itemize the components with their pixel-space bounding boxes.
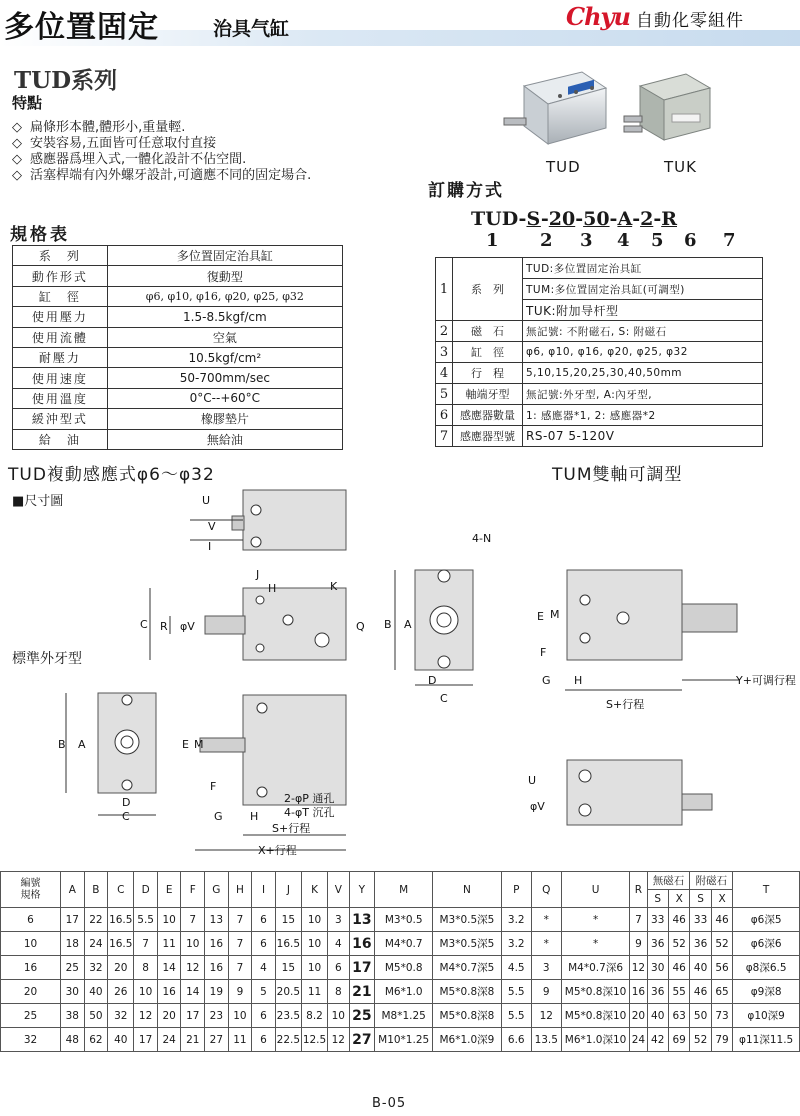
diamond-icon: ◇ xyxy=(12,136,22,151)
table-cell: 11 xyxy=(228,1028,252,1052)
col-header: M xyxy=(375,872,433,908)
table-cell: 13.5 xyxy=(531,1028,561,1052)
col-header: T xyxy=(733,872,800,908)
table-cell: φ11深11.5 xyxy=(733,1028,800,1052)
dim-label-J: J xyxy=(256,568,260,581)
table-cell: 10 xyxy=(157,908,181,932)
order-row-label: 感應器型號 xyxy=(453,426,523,447)
col-header: V xyxy=(328,872,349,908)
table-cell: 40 xyxy=(690,956,711,980)
table-cell: 24 xyxy=(630,1028,647,1052)
table-cell: 40 xyxy=(84,980,108,1004)
table-cell: 10 xyxy=(228,1004,252,1028)
table-cell: 5.5 xyxy=(134,908,158,932)
diamond-icon: ◇ xyxy=(12,152,22,167)
table-cell: 25 xyxy=(61,956,85,980)
table-cell: 9 xyxy=(531,980,561,1004)
table-cell: 16 xyxy=(205,932,229,956)
spec-value: 橡膠墊片 xyxy=(107,409,342,429)
table-cell: 33 xyxy=(690,908,711,932)
diamond-icon: ◇ xyxy=(12,120,22,135)
table-cell: 4.5 xyxy=(501,956,531,980)
order-row-label: 系 列 xyxy=(453,258,523,321)
table-cell: 21 xyxy=(349,980,375,1004)
dim-label-R: R xyxy=(160,620,168,633)
order-row-desc: φ6, φ10, φ16, φ20, φ25, φ32 xyxy=(523,342,763,363)
dim-label-phiV: φV xyxy=(180,620,195,633)
table-cell: 36 xyxy=(690,932,711,956)
table-cell: 46 xyxy=(690,980,711,1004)
spec-value: 50-700mm/sec xyxy=(107,368,342,388)
table-cell: 17 xyxy=(349,956,375,980)
col-header: F xyxy=(181,872,205,908)
dim-label-Q: Q xyxy=(356,620,365,633)
sub-header: S xyxy=(647,890,668,908)
table-cell: 7 xyxy=(228,932,252,956)
table-cell: 10 xyxy=(301,956,327,980)
table-cell: M3*0.5深5 xyxy=(433,908,502,932)
table-cell: 38 xyxy=(61,1004,85,1028)
table-cell: 16 xyxy=(205,956,229,980)
spec-table xyxy=(12,245,343,450)
table-cell: 3 xyxy=(328,908,349,932)
table-cell: 73 xyxy=(711,1004,732,1028)
dim-label-C2: C xyxy=(440,692,448,705)
table-cell: 32 xyxy=(108,1004,134,1028)
order-row-desc: 1: 感應器*1, 2: 感應器*2 xyxy=(523,405,763,426)
dim-label-Y: Y+可调行程 xyxy=(736,674,796,687)
table-cell: 52 xyxy=(668,932,689,956)
table-row xyxy=(1,932,800,956)
table-cell: M4*0.7深5 xyxy=(433,956,502,980)
table-cell: 24 xyxy=(84,932,108,956)
table-cell: 11 xyxy=(301,980,327,1004)
diamond-icon: ◇ xyxy=(12,168,22,183)
table-row xyxy=(1,956,800,980)
table-cell: M4*0.7 xyxy=(375,932,433,956)
order-table xyxy=(435,257,763,447)
table-cell: 15 xyxy=(275,956,301,980)
table-cell: 11 xyxy=(157,932,181,956)
order-row-desc: RS-07 5-120V xyxy=(523,426,763,447)
dim-label-G2: G xyxy=(214,810,223,823)
order-row-num: 4 xyxy=(436,363,453,384)
spec-value: φ6, φ10, φ16, φ20, φ25, φ32 xyxy=(107,286,342,306)
dim-label-F2: F xyxy=(210,780,217,793)
table-cell: φ9深8 xyxy=(733,980,800,1004)
table-cell: 46 xyxy=(711,908,732,932)
tud-photo-label: TUD xyxy=(546,158,581,176)
table-cell: M10*1.25 xyxy=(375,1028,433,1052)
table-cell: 7 xyxy=(134,932,158,956)
table-cell: 6.6 xyxy=(501,1028,531,1052)
dimension-label: ■尺寸圖 xyxy=(12,494,64,509)
table-cell: 7 xyxy=(228,956,252,980)
table-cell: 36 xyxy=(647,932,668,956)
dim-label-B: B xyxy=(384,618,392,631)
dim-label-M2: M xyxy=(194,738,204,751)
table-row xyxy=(1,1028,800,1052)
order-row-desc: TUD:多位置固定治具缸 xyxy=(523,258,763,279)
dim-label-phiV2: φV xyxy=(530,800,545,813)
table-cell: * xyxy=(531,908,561,932)
table-cell: 4 xyxy=(328,932,349,956)
col-header: B xyxy=(84,872,108,908)
order-row-desc: 無記號: 不附磁石, S: 附磁石 xyxy=(523,321,763,342)
order-row-label: 行 程 xyxy=(453,363,523,384)
dim-label-V: V xyxy=(208,520,216,533)
table-cell: 12 xyxy=(630,956,647,980)
row-id: 16 xyxy=(1,956,61,980)
col-header: Q xyxy=(531,872,561,908)
table-cell: 6 xyxy=(328,956,349,980)
table-cell: 7 xyxy=(181,908,205,932)
table-cell: 20.5 xyxy=(275,980,301,1004)
tum-section-title: TUM雙軸可調型 xyxy=(552,465,683,485)
table-cell: φ10深9 xyxy=(733,1004,800,1028)
table-cell: 23 xyxy=(205,1004,229,1028)
dim-label-S: S+行程 xyxy=(606,698,645,711)
spec-value: 1.5-8.5kgf/cm xyxy=(107,307,342,327)
table-cell: 10 xyxy=(301,908,327,932)
table-cell: 12.5 xyxy=(301,1028,327,1052)
table-cell: 79 xyxy=(711,1028,732,1052)
group-header-no-magnet: 無磁石 xyxy=(647,872,690,890)
dim-label-K: K xyxy=(330,580,338,593)
dim-label-A: A xyxy=(404,618,412,631)
dim-table-header xyxy=(1,872,800,890)
col-header: G xyxy=(205,872,229,908)
order-row-label: 缸 徑 xyxy=(453,342,523,363)
dim-label-B2: B xyxy=(58,738,66,751)
order-heading: 訂購方式 xyxy=(428,181,504,201)
table-cell: 56 xyxy=(711,956,732,980)
spec-value: 多位置固定治具缸 xyxy=(107,246,342,266)
feature-item: ◇ 活塞桿端有內外螺牙設計,可適應不同的固定場合. xyxy=(12,168,312,183)
features-list xyxy=(12,120,311,184)
dim-label-U: U xyxy=(202,494,211,507)
table-cell: 36 xyxy=(647,980,668,1004)
table-cell: 16.5 xyxy=(275,932,301,956)
table-cell: M3*0.5 xyxy=(375,908,433,932)
dim-label-E: E xyxy=(537,610,544,623)
table-cell: 40 xyxy=(647,1004,668,1028)
brand-logo: Chyu xyxy=(566,2,630,31)
table-cell: 6 xyxy=(252,908,276,932)
table-cell: 15 xyxy=(275,908,301,932)
dim-label-C3: C xyxy=(122,810,130,823)
dim-label-H3: H xyxy=(250,810,259,823)
table-cell: 5.5 xyxy=(501,980,531,1004)
col-header: Y xyxy=(349,872,375,908)
dim-label-H2: H xyxy=(574,674,583,687)
table-cell: 12 xyxy=(328,1028,349,1052)
order-row-desc: TUM:多位置固定治具缸(可調型) xyxy=(523,279,763,300)
table-cell: 10 xyxy=(328,1004,349,1028)
standard-thread-label: 標準外牙型 xyxy=(12,651,82,667)
tuk-photo-label: TUK xyxy=(664,158,697,176)
table-cell: M6*1.0深9 xyxy=(433,1028,502,1052)
dim-label-E2: E xyxy=(182,738,189,751)
dim-label-U2: U xyxy=(528,774,537,787)
table-cell: 16 xyxy=(349,932,375,956)
table-cell: φ6深5 xyxy=(733,908,800,932)
order-row-num: 3 xyxy=(436,342,453,363)
sub-header: X xyxy=(668,890,689,908)
order-row-desc: 無記號:外牙型, A:內牙型, xyxy=(523,384,763,405)
row-id: 32 xyxy=(1,1028,61,1052)
table-cell: 25 xyxy=(349,1004,375,1028)
table-cell: M5*0.8 xyxy=(375,956,433,980)
table-cell: 5 xyxy=(252,980,276,1004)
table-cell: 6 xyxy=(252,1028,276,1052)
order-row-num: 5 xyxy=(436,384,453,405)
col-header: E xyxy=(157,872,181,908)
order-row-desc: 5,10,15,20,25,30,40,50mm xyxy=(523,363,763,384)
table-cell: 16.5 xyxy=(108,908,134,932)
table-cell: 50 xyxy=(690,1004,711,1028)
table-cell: M5*0.8深10 xyxy=(561,1004,630,1028)
tud-photo xyxy=(496,66,616,156)
table-cell: 16 xyxy=(630,980,647,1004)
table-cell: 17 xyxy=(61,908,85,932)
col-header: A xyxy=(61,872,85,908)
dimension-drawings xyxy=(0,480,800,860)
spec-value: 無給油 xyxy=(107,429,342,449)
table-cell: 42 xyxy=(647,1028,668,1052)
table-cell: 32 xyxy=(84,956,108,980)
spec-key: 使用壓力 xyxy=(13,307,108,327)
col-header: P xyxy=(501,872,531,908)
table-cell: * xyxy=(561,932,630,956)
dim-label-C: C xyxy=(140,618,148,631)
dim-label-D2: D xyxy=(122,796,131,809)
col-header: C xyxy=(108,872,134,908)
table-cell: M6*1.0深10 xyxy=(561,1028,630,1052)
table-cell: 30 xyxy=(61,980,85,1004)
page-number: B-05 xyxy=(372,1096,407,1111)
table-cell: φ8深6.5 xyxy=(733,956,800,980)
dim-label-G: G xyxy=(542,674,551,687)
table-cell: 20 xyxy=(108,956,134,980)
table-cell: 12 xyxy=(134,1004,158,1028)
dim-label-D: D xyxy=(428,674,437,687)
order-row-label: 感應器數量 xyxy=(453,405,523,426)
tuk-photo xyxy=(620,66,720,156)
order-row-num: 6 xyxy=(436,405,453,426)
table-row xyxy=(1,980,800,1004)
spec-key: 耐壓力 xyxy=(13,347,108,367)
feature-item: ◇ 安裝容易,五面皆可任意取付直接 xyxy=(12,136,217,151)
table-cell: 17 xyxy=(134,1028,158,1052)
spec-key: 使用流體 xyxy=(13,327,108,347)
spec-key: 使用溫度 xyxy=(13,388,108,408)
table-row xyxy=(1,908,800,932)
table-cell: 19 xyxy=(205,980,229,1004)
spec-key: 動作形式 xyxy=(13,266,108,286)
table-cell: 3.2 xyxy=(501,908,531,932)
spec-heading: 規格表 xyxy=(10,225,70,245)
table-cell: 9 xyxy=(228,980,252,1004)
col-header: J xyxy=(275,872,301,908)
table-cell: 18 xyxy=(61,932,85,956)
table-cell: * xyxy=(561,908,630,932)
feature-item: ◇ 感應器爲埋入式,一體化設計不佔空間. xyxy=(12,152,247,167)
table-cell: 10 xyxy=(301,932,327,956)
table-cell: 12 xyxy=(181,956,205,980)
col-header: D xyxy=(134,872,158,908)
dim-label-T: 4-φT 沉孔 xyxy=(284,806,335,819)
table-cell: 20 xyxy=(630,1004,647,1028)
table-cell: 10 xyxy=(181,932,205,956)
tud-section-title: TUD複動感應式φ6～φ32 xyxy=(8,465,215,485)
table-cell: M6*1.0 xyxy=(375,980,433,1004)
col-header: H xyxy=(228,872,252,908)
dim-label-X: X+行程 xyxy=(258,844,297,857)
table-cell: 7 xyxy=(228,908,252,932)
table-cell: 22.5 xyxy=(275,1028,301,1052)
spec-value: 10.5kgf/cm² xyxy=(107,347,342,367)
table-cell: 50 xyxy=(84,1004,108,1028)
spec-key: 缸 徑 xyxy=(13,286,108,306)
table-cell: 6 xyxy=(252,932,276,956)
sub-header: X xyxy=(711,890,732,908)
order-row-label: 磁 石 xyxy=(453,321,523,342)
col-header: I xyxy=(252,872,276,908)
col-header: N xyxy=(433,872,502,908)
page-subtitle: 治具气缸 xyxy=(213,18,290,40)
table-cell: 13 xyxy=(205,908,229,932)
table-cell: 8 xyxy=(134,956,158,980)
row-id: 20 xyxy=(1,980,61,1004)
group-header-magnet: 附磁石 xyxy=(690,872,733,890)
row-id: 10 xyxy=(1,932,61,956)
table-cell: 33 xyxy=(647,908,668,932)
dim-label-A2: A xyxy=(78,738,86,751)
table-cell: 23.5 xyxy=(275,1004,301,1028)
table-cell: 40 xyxy=(108,1028,134,1052)
order-row-num: 2 xyxy=(436,321,453,342)
table-cell: M5*0.8深8 xyxy=(433,1004,502,1028)
table-cell: M4*0.7深6 xyxy=(561,956,630,980)
table-cell: * xyxy=(531,932,561,956)
table-cell: 4 xyxy=(252,956,276,980)
series-title: TUD系列 xyxy=(14,67,118,94)
table-cell: 65 xyxy=(711,980,732,1004)
dim-label-S2: S+行程 xyxy=(272,822,311,835)
table-cell: 5.5 xyxy=(501,1004,531,1028)
spec-key: 系 列 xyxy=(13,246,108,266)
brand-text: 自動化零組件 xyxy=(636,11,744,31)
table-cell: 8.2 xyxy=(301,1004,327,1028)
table-cell: 22 xyxy=(84,908,108,932)
table-cell: 69 xyxy=(668,1028,689,1052)
dim-label-M: M xyxy=(550,608,560,621)
order-row-num: 1 xyxy=(436,258,453,321)
table-cell: 13 xyxy=(349,908,375,932)
col-header: R xyxy=(630,872,647,908)
spec-key: 給 油 xyxy=(13,429,108,449)
row-id: 25 xyxy=(1,1004,61,1028)
table-cell: 9 xyxy=(630,932,647,956)
table-cell: 27 xyxy=(349,1028,375,1052)
table-cell: 17 xyxy=(181,1004,205,1028)
dim-label-F: F xyxy=(540,646,547,659)
feature-item: ◇ 扁條形本體,體形小,重量輕. xyxy=(12,120,186,135)
dim-label-I: I xyxy=(208,540,212,553)
table-cell: 26 xyxy=(108,980,134,1004)
spec-key: 緩沖型式 xyxy=(13,409,108,429)
table-cell: 27 xyxy=(205,1028,229,1052)
table-cell: 52 xyxy=(711,932,732,956)
spec-value: 復動型 xyxy=(107,266,342,286)
dim-label-H: H xyxy=(268,582,277,595)
table-cell: 8 xyxy=(328,980,349,1004)
sub-header: S xyxy=(690,890,711,908)
dimension-table xyxy=(0,871,800,1052)
table-cell: 14 xyxy=(181,980,205,1004)
table-cell: 21 xyxy=(181,1028,205,1052)
corner-cell: 編號 規格 xyxy=(1,872,61,908)
table-cell: M5*0.8深10 xyxy=(561,980,630,1004)
table-cell: 3 xyxy=(531,956,561,980)
table-cell: 55 xyxy=(668,980,689,1004)
table-cell: 48 xyxy=(61,1028,85,1052)
page-title: 多位置固定 xyxy=(4,10,159,45)
table-cell: 62 xyxy=(84,1028,108,1052)
table-cell: M8*1.25 xyxy=(375,1004,433,1028)
row-id: 6 xyxy=(1,908,61,932)
dim-label-P: 2-φP 通孔 xyxy=(284,792,335,805)
spec-key: 使用速度 xyxy=(13,368,108,388)
table-cell: 52 xyxy=(690,1028,711,1052)
order-row-label: 軸端牙型 xyxy=(453,384,523,405)
spec-value: 空氣 xyxy=(107,327,342,347)
spec-value: 0°C--+60°C xyxy=(107,388,342,408)
table-cell: 63 xyxy=(668,1004,689,1028)
table-cell: 14 xyxy=(157,956,181,980)
table-cell: 3.2 xyxy=(501,932,531,956)
table-cell: 16 xyxy=(157,980,181,1004)
table-cell: 46 xyxy=(668,908,689,932)
table-cell: 12 xyxy=(531,1004,561,1028)
table-cell: 46 xyxy=(668,956,689,980)
col-header: K xyxy=(301,872,327,908)
table-cell: 24 xyxy=(157,1028,181,1052)
table-cell: 30 xyxy=(647,956,668,980)
table-cell: φ6深6 xyxy=(733,932,800,956)
table-cell: M5*0.8深8 xyxy=(433,980,502,1004)
table-cell: 6 xyxy=(252,1004,276,1028)
table-cell: M3*0.5深5 xyxy=(433,932,502,956)
order-row-num: 7 xyxy=(436,426,453,447)
dim-label-4N: 4-N xyxy=(472,532,492,545)
table-row xyxy=(1,1004,800,1028)
features-heading: 特點 xyxy=(12,94,43,112)
col-header: U xyxy=(561,872,630,908)
order-row-desc: TUK:附加导杆型 xyxy=(523,300,763,321)
table-cell: 10 xyxy=(134,980,158,1004)
order-code: TUD-S-20-50-A-2-R xyxy=(471,208,677,230)
table-cell: 20 xyxy=(157,1004,181,1028)
table-cell: 7 xyxy=(630,908,647,932)
table-cell: 16.5 xyxy=(108,932,134,956)
